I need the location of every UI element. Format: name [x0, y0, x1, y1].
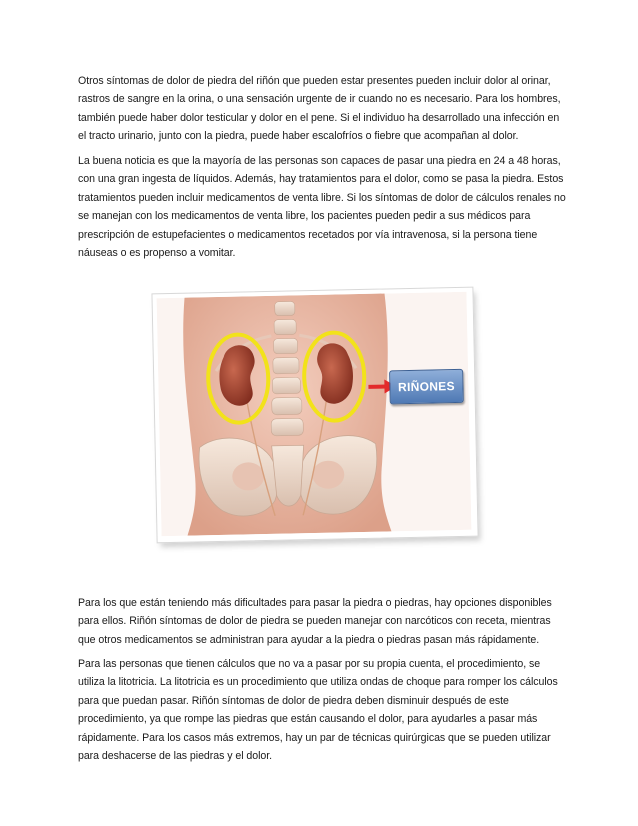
kidney-anatomy-image — [157, 292, 472, 536]
kidneys-label-box — [389, 369, 464, 405]
paragraph-4: Para las personas que tienen cálculos que no va a pasar por su propia cuenta, el procedimiento, se utiliza la litotricia. La litotricia es un procedimiento que utiliza ondas de choque para romper los cálculos para que puedan pasar. Riñón síntomas de dolor de piedra deben disminuir después de este procedimiento, ya que rompe las piedras que están causando el dolor, para ayudarles a pasar más rápidamente. Para los casos más extremos, hay un par de técnicas quirúrgicas que se pueden utilizar para deshacerse de las piedras y el dolor. — [78, 658, 558, 763]
kidney-illustration — [151, 287, 476, 542]
paragraph-1: Otros síntomas de dolor de piedra del riñón que pueden estar presentes pueden incluir dolor al orinar, rastros de sangre en la orina, o una sensación urgente de ir cuando no es necesario. Para los hombres, también puede haber dolor testicular y dolor en el pene. Si el individuo ha desarrollado una infección en el tracto urinario, junto con la piedra, puede haber escalofríos o fiebre que acompañan al dolor. — [78, 75, 561, 143]
paragraph-3: Para los que están teniendo más dificultades para pasar la piedra o piedras, hay opciones disponibles para ellos. Riñón síntomas de dolor de piedra se pueden manejar con narcóticos con receta, mientras que otros medicamentos se administran para ayudar a la piedra o piedras pasan más rápidamente. — [78, 597, 552, 646]
paragraph-2: La buena noticia es que la mayoría de las personas son capaces de pasar una piedra en 24 a 48 horas, con una gran ingesta de líquidos. Además, hay tratamientos para el dolor, como se pasa la piedra. Estos tratamientos pueden incluir medicamentos de venta libre. Si los síntomas de dolor de cálculos renales no se manejan con los medicamentos de venta libre, los pacientes pueden pedir a sus médicos para prescripción de estupefacientes o medicamentos recetados por vía intravenosa, si la persona tiene náuseas o es propenso a vomitar. — [78, 155, 566, 260]
kidneys-label: RIÑONES — [397, 379, 455, 395]
